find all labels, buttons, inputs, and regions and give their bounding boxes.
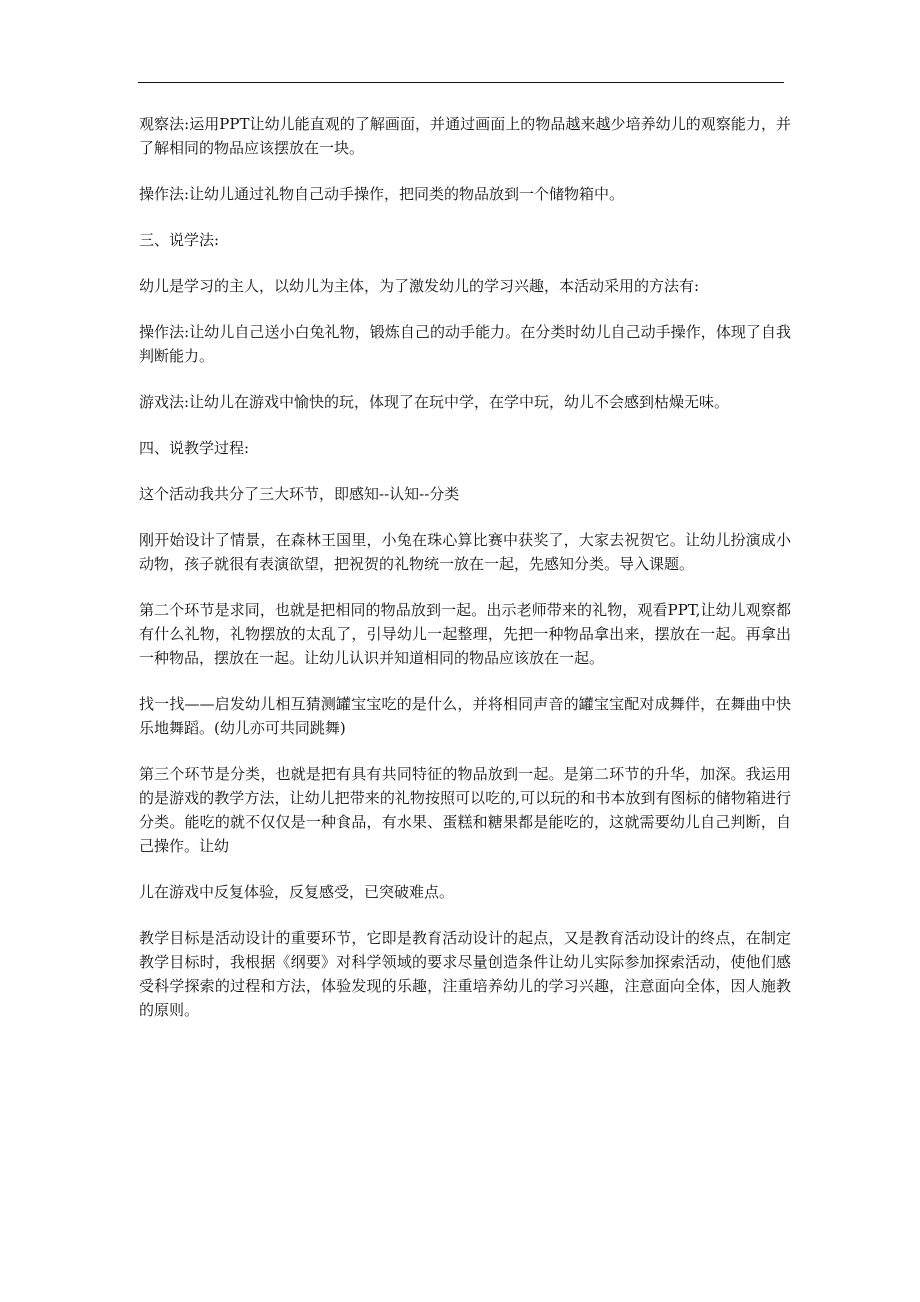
header-rule — [138, 82, 784, 83]
paragraph-learning-intro: 幼儿是学习的主人，以幼儿为主体，为了激发幼儿的学习兴趣，本活动采用的方法有: — [139, 277, 700, 295]
paragraph-game-method: 游戏法:让幼儿在游戏中愉快的玩，体现了在玩中学，在学中玩，幼儿不会感到枯燥无味。 — [139, 393, 730, 411]
paragraph-stage-three-continued: 儿在游戏中反复体验，反复感受，已突破难点。 — [139, 883, 455, 901]
paragraph-observation-method: 观察法:运用PPT让幼儿能直观的了解画面，并通过画面上的物品越来越少培养幼儿的观察能力，并了解相同的物品应该摆放在一块。 — [139, 115, 791, 157]
paragraph-operation-method-2: 操作法:让幼儿自己送小白兔礼物，锻炼自己的动手能力。在分类时幼儿自己动手操作，体现了自我判断能力。 — [139, 323, 791, 365]
paragraph-stage-three: 第三个环节是分类，也就是把有具有共同特征的物品放到一起。是第二环节的升华，加深。我运用的是游戏的教学方法，让幼儿把带来的礼物按照可以吃的,可以玩的和书本放到有图标的储物箱进行分类。能吃的就不仅仅是一种食品，有水果、蛋糕和糖果都是能吃的，这就需要幼儿自己判断，自己操作。让幼 — [139, 765, 791, 855]
paragraph-teaching-goals: 教学目标是活动设计的重要环节，它即是教育活动设计的起点，又是教育活动设计的终点，在制定教学目标时，我根据《纲要》对科学领域的要求尽量创造条件让幼儿实际参加探索活动，使他们感受科学探索的过程和方法，体验发现的乐趣，注重培养幼儿的学习兴趣，注意面向全体，因人施教的原则。 — [139, 929, 791, 1019]
section-heading-learning-method: 三、说学法: — [139, 231, 220, 249]
paragraph-operation-method-1: 操作法:让幼儿通过礼物自己动手操作，把同类的物品放到一个储物箱中。 — [139, 185, 625, 203]
paragraph-stage-one: 刚开始设计了情景，在森林王国里，小兔在珠心算比赛中获奖了，大家去祝贺它。让幼儿扮演成小动物，孩子就很有表演欲望，把祝贺的礼物统一放在一起，先感知分类。导入课题。 — [139, 531, 791, 573]
section-heading-teaching-process: 四、说教学过程: — [139, 439, 250, 457]
paragraph-stage-two: 第二个环节是求同，也就是把相同的物品放到一起。出示老师带来的礼物，观看PPT,让幼儿观察都有什么礼物，礼物摆放的太乱了，引导幼儿一起整理，先把一种物品拿出来，摆放在一起。再拿出一种物品，摆放在一起。让幼儿认识并知道相同的物品应该放在一起。 — [139, 601, 791, 667]
document-body — [139, 112, 791, 1044]
paragraph-three-stages: 这个活动我共分了三大环节，即感知--认知--分类 — [139, 485, 460, 503]
paragraph-find-activity: 找一找——启发幼儿相互猜测罐宝宝吃的是什么，并将相同声音的罐宝宝配对成舞伴，在舞曲中快乐地舞蹈。(幼儿亦可共同跳舞) — [139, 695, 791, 737]
